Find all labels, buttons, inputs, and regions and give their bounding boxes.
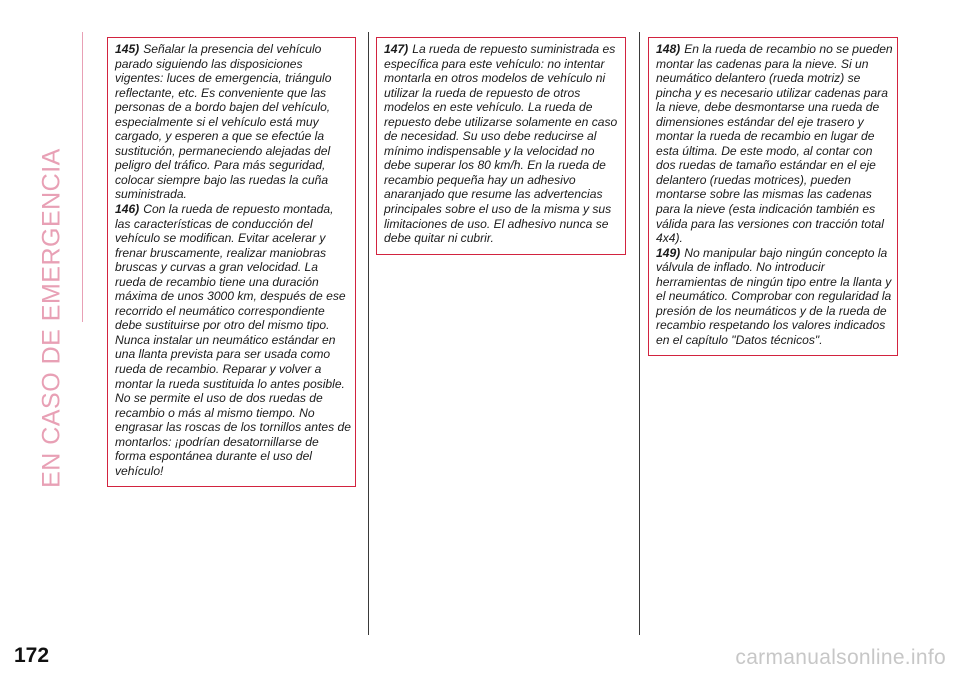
column-divider-1	[368, 32, 369, 635]
note-text: Señalar la presencia del vehículo parado siguiendo las disposiciones vigentes: luces de emergencia, triángulo reflectante, etc. Es conveniente que las personas de a bordo bajen del vehículo, especialmente si el vehículo está muy cargado, y esperen a que se efectúe la sustitución, permaneciendo alejadas del peligro del tráfico. Para más seguridad, colocar siempre bajo las ruedas la cuña suministrada.	[115, 42, 332, 202]
note-text: Con la rueda de repuesto montada, las características de conducción del vehículo se modifican. Evitar acelerar y frenar bruscamente, realizar maniobras bruscas y curvas a gran velocidad. La rueda de recambio tiene una duración máxima de unos 3000 km, después de ese recorrido el neumático correspondiente debe sustituirse por otro del mismo tipo. Nunca instalar un neumático estándar en una llanta prevista para ser usada como rueda de recambio. Reparar y volver a montar la rueda sustituida lo antes posible. No se permite el uso de dos ruedas de recambio o más al mismo tiempo. No engrasar las roscas de los tornillos antes de montarlos: ¡podrían desatornillarse de forma espontánea durante el uso del vehículo!	[115, 202, 351, 478]
warning-box-left	[107, 37, 356, 487]
warning-box-middle	[376, 37, 626, 255]
note-146	[115, 202, 351, 478]
note-number: 147)	[384, 42, 409, 56]
note-number: 145)	[115, 42, 140, 56]
note-number: 148)	[656, 42, 681, 56]
note-145	[115, 42, 351, 202]
note-148	[656, 42, 893, 246]
section-title-rule	[82, 32, 83, 322]
column-divider-2	[639, 32, 640, 635]
note-number: 146)	[115, 202, 140, 217]
watermark: carmanualsonline.info	[735, 646, 946, 669]
warning-box-right	[648, 37, 898, 356]
page-number: 172	[14, 644, 50, 667]
note-text: En la rueda de recambio no se pueden montar las cadenas para la nieve. Si un neumático delantero (rueda motriz) se pincha y es necesario utilizar cadenas para la nieve, debe desmontarse una rueda de dimensiones estándar del eje trasero y montar la rueda de recambio en lugar de esta última. De este modo, al contar con dos ruedas de tamaño estándar en el eje delantero (ruedas motrices), pueden montarse sobre las mismas las cadenas para la nieve (esta indicación también es válida para las versiones con tracción total 4x4).	[656, 42, 893, 246]
note-149	[656, 246, 893, 348]
section-title: EN CASO DE EMERGENCIA	[37, 148, 66, 488]
note-number: 149)	[656, 245, 681, 260]
note-147	[384, 42, 621, 246]
note-text: La rueda de repuesto suministrada es específica para este vehículo: no intentar montarla en otros modelos de vehículo ni utilizar la rueda de repuesto de otros modelos en este vehículo. La rueda de repuesto debe utilizarse solamente en caso de necesidad. Su uso debe reducirse al mínimo indispensable y la velocidad no debe superar los 80 km/h. En la rueda de recambio pequeña hay un adhesivo anaranjado que resume las advertencias principales sobre el uso de la misma y sus limitaciones de uso. El adhesivo nunca se debe quitar ni cubrir.	[384, 42, 618, 246]
note-text: No manipular bajo ningún concepto la válvula de inflado. No introducir herramientas de ningún tipo entre la llanta y el neumático. Comprobar con regularidad la presión de los neumáticos y de la rueda de recambio respetando los valores indicados en el capítulo "Datos técnicos".	[656, 245, 892, 347]
